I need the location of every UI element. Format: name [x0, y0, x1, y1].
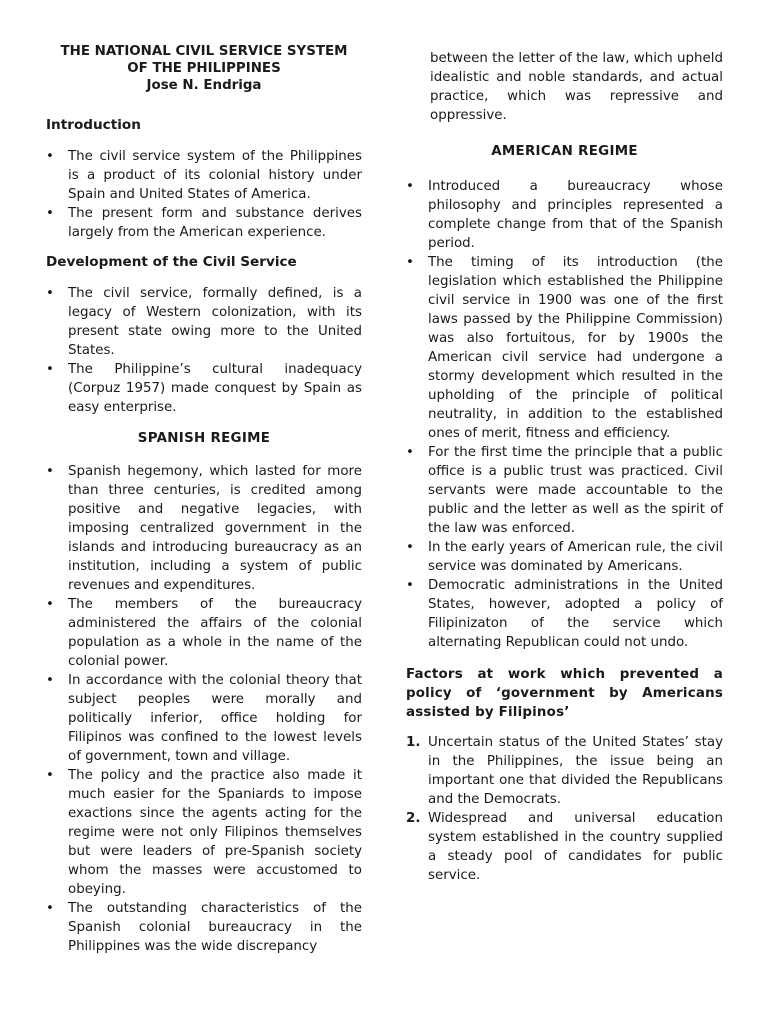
- continued-text: between the letter of the law, which upheld idealistic and noble standards, and actual practice, which was repressive and oppressive.: [430, 51, 723, 123]
- american-regime-list: [406, 177, 723, 652]
- title-line-1: THE NATIONAL CIVIL SERVICE SYSTEM: [60, 44, 348, 59]
- list-item: • The members of the bureaucracy administered the affairs of the colonial population as a whole in the name of the colonial power.: [46, 595, 362, 671]
- list-text: Uncertain status of the United States’ stay in the Philippines, the issue being an important one that divided the Republicans and the Democrats.: [428, 735, 723, 807]
- title-line-2: OF THE PHILIPPINES: [127, 61, 281, 76]
- list-item: • For the first time the principle that a public office is a public trust was practiced. Civil servants were made accountable to the public and the letter as well as the spirit of the law was enforced.: [406, 443, 723, 538]
- factors-list: [406, 733, 723, 885]
- right-column: [406, 0, 723, 885]
- list-item: • Introduced a bureaucracy whose philosophy and principles represented a complete change from that of the Spanish period.: [406, 177, 723, 253]
- list-number: 1.: [406, 735, 421, 750]
- list-item: • Spanish hegemony, which lasted for more than three centuries, is credited among positive and negative legacies, with imposing centralized government in the islands and introducing bureaucracy as an institution, including a system of public revenues and expenditures.: [46, 462, 362, 595]
- document-title: [46, 43, 362, 94]
- list-number: 2.: [406, 811, 421, 826]
- list-item: • The civil service, formally defined, is a legacy of Western colonization, with its present state owing more to the United States.: [46, 284, 362, 360]
- list-item: • In the early years of American rule, the civil service was dominated by Americans.: [406, 538, 723, 576]
- list-item: • The Philippine’s cultural inadequacy (Corpuz 1957) made conquest by Spain as easy enterprise.: [46, 360, 362, 417]
- left-column: [46, 0, 362, 956]
- list-item: • The timing of its introduction (the legislation which established the Philippine civil service in 1900 was one of the first laws passed by the Philippine Commission) was also fortuitous, for by 1900s the American civil service had undergone a stormy development which resulted in the upholding of the principle of political neutrality, in addition to the established ones of merit, fitness and efficiency.: [406, 253, 723, 443]
- spanish-regime-heading: SPANISH REGIME: [137, 431, 271, 446]
- list-item: • The present form and substance derives largely from the American experience.: [46, 204, 362, 242]
- list-item: • The outstanding characteristics of the Spanish colonial bureaucracy in the Philippines was the wide discrepancy: [46, 899, 362, 956]
- list-item: [406, 809, 723, 885]
- list-item: • In accordance with the colonial theory that subject peoples were morally and politically inferior, office holding for Filipinos was confined to the lowest levels of government, town and village.: [46, 671, 362, 766]
- factors-heading: Factors at work which prevented a policy of ‘government by Americans assisted by Filipinos’: [406, 667, 723, 720]
- introduction-heading: Introduction: [46, 117, 141, 133]
- spanish-regime-list: [46, 462, 362, 956]
- development-list: [46, 284, 362, 417]
- introduction-list: [46, 147, 362, 242]
- list-item: • The policy and the practice also made it much easier for the Spaniards to impose exactions since the agents acting for the regime were not only Filipinos themselves but were leaders of pre-Spanish society whom the masses were accustomed to obeying.: [46, 766, 362, 899]
- list-item: [406, 733, 723, 809]
- author: Jose N. Endriga: [146, 78, 262, 93]
- development-heading: Development of the Civil Service: [46, 254, 297, 270]
- american-regime-heading: AMERICAN REGIME: [491, 144, 638, 159]
- list-item: • The civil service system of the Philippines is a product of its colonial history under Spain and United States of America.: [46, 147, 362, 204]
- list-item: • Democratic administrations in the United States, however, adopted a policy of Filipinizaton of the service which alternating Republican could not undo.: [406, 576, 723, 652]
- list-text: Widespread and universal education system established in the country supplied a steady pool of candidates for public service.: [428, 811, 723, 883]
- continued-paragraph: [406, 49, 723, 125]
